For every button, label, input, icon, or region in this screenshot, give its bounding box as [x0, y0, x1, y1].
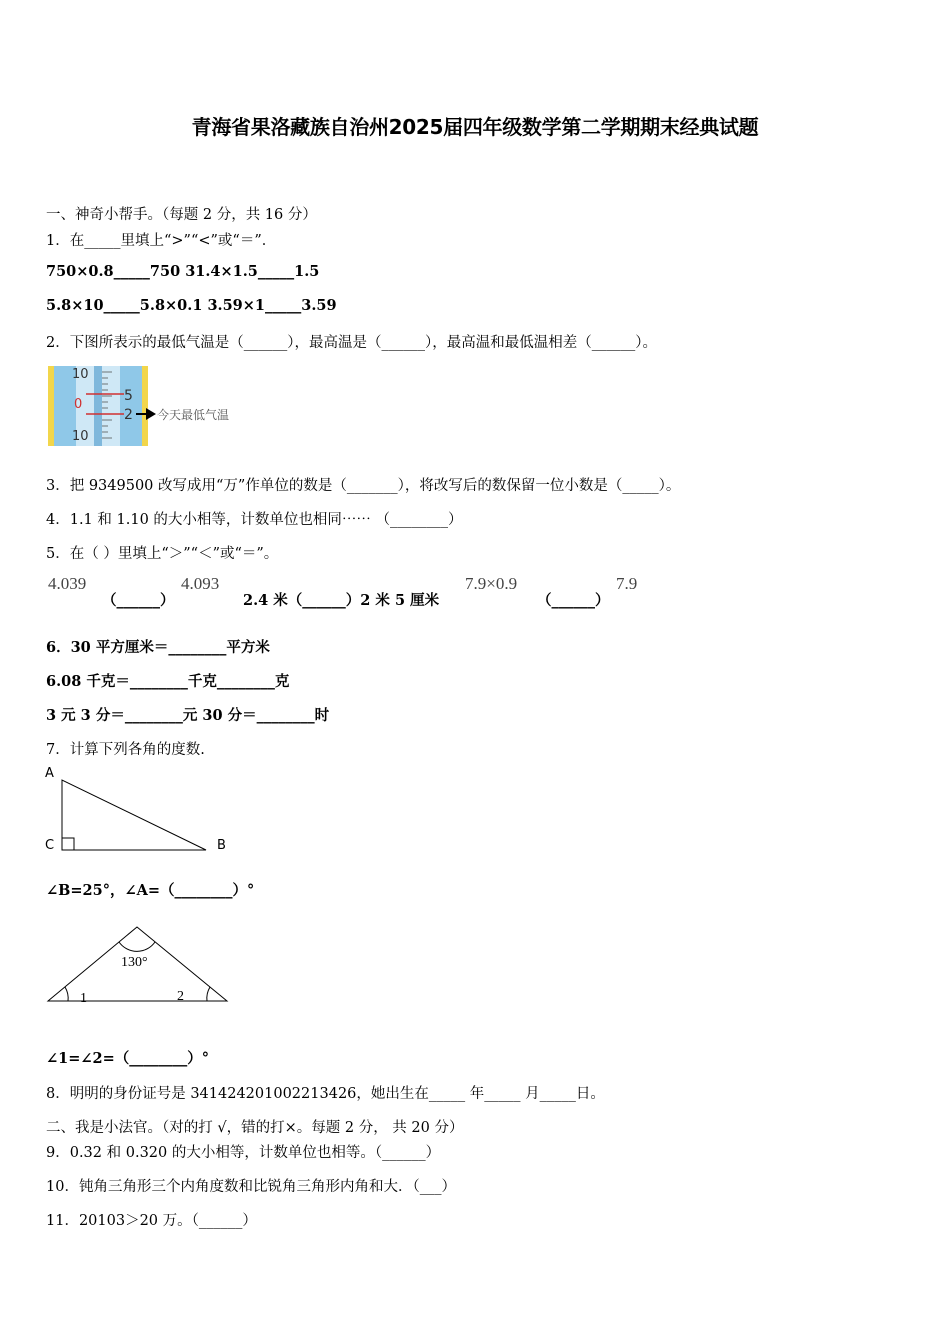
- thermo-caption: 今天最低气温: [157, 408, 230, 422]
- q5-a-left: 4.039: [48, 574, 87, 593]
- q5-b: 2.4 米（______）2 米 5 厘米: [243, 592, 440, 609]
- question-4: 4．1.1 和 1.10 的大小相等，计数单位也相同⋯⋯ （________）: [46, 512, 463, 528]
- vertex-c-label: C: [45, 838, 55, 853]
- q5-c-right: 7.9: [616, 574, 638, 593]
- question-10: 10．钝角三角形三个内角度数和比锐角三角形内角和大．（___）: [46, 1179, 456, 1195]
- question-1-row-1: 750×0.8_____750 31.4×1.5_____1.5: [46, 263, 320, 280]
- question-7: 7．计算下列各角的度数.: [46, 742, 205, 758]
- arrow-icon: [146, 408, 156, 420]
- question-3: 3．把 9349500 改写成用“万”作单位的数是（_______），将改写后的数保留一位小数是（_____）。: [46, 478, 681, 494]
- right-triangle-figure: [40, 762, 240, 854]
- question-6-row-1: 6.08 千克＝________千克________克: [46, 673, 290, 690]
- section-1-heading: 一、神奇小帮手。（每题 2 分，共 16 分）: [46, 207, 317, 223]
- q5-c-left: 7.9×0.9: [465, 574, 518, 593]
- section-2-heading: 二、我是小法官。（对的打 √，错的打×。每题 2 分， 共 20 分）: [46, 1120, 464, 1136]
- angle-2-label: 2: [177, 989, 184, 1004]
- q5-c-blank: （______）: [537, 592, 610, 609]
- question-7-answer-2: ∠1=∠2=（________）°: [46, 1050, 210, 1067]
- thermometer-figure: [46, 364, 246, 448]
- thermo-zero: 0: [74, 397, 83, 412]
- question-11: 11．20103＞20 万。（______）: [46, 1213, 257, 1229]
- page-title: 青海省果洛藏族自治州2025届四年级数学第二学期期末经典试题: [191, 115, 759, 139]
- obtuse-triangle-figure: [44, 922, 234, 1004]
- thermo-bottom-mark: 10: [72, 429, 89, 444]
- angle-1-label: 1: [80, 991, 87, 1004]
- question-7-answer-1: ∠B=25°，∠A=（________）°: [46, 882, 255, 899]
- question-2: 2．下图所表示的最低气温是（______），最高温是（______），最高温和最低温相差（______）。: [46, 335, 657, 351]
- angle-130-label: 130°: [121, 955, 148, 970]
- question-1-row-2: 5.8×10_____5.8×0.1 3.59×1_____3.59: [46, 297, 337, 314]
- question-6: 6．30 平方厘米＝________平方米: [46, 639, 270, 656]
- question-9: 9．0.32 和 0.320 的大小相等，计数单位也相等。（______）: [46, 1145, 441, 1161]
- vertex-a-label: A: [45, 766, 54, 781]
- question-1: 1．在_____里填上“>”“<”或“＝”．: [46, 233, 277, 249]
- question-6-row-2: 3 元 3 分＝________元 30 分＝________时: [46, 707, 330, 724]
- vertex-b-label: B: [217, 838, 226, 853]
- q5-a-blank: （______）: [102, 592, 175, 609]
- question-8: 8．明明的身份证号是 341424201002213426，她出生在_____ 年_____ 月_____日。: [46, 1086, 605, 1102]
- question-5: 5．在（ ）里填上“＞”“＜”或“＝”。: [46, 546, 279, 562]
- thermo-high-label: 5: [124, 388, 133, 404]
- thermo-low-label: 2: [124, 407, 133, 423]
- q5-a-right: 4.093: [181, 574, 220, 593]
- thermo-top-mark: 10: [72, 367, 89, 382]
